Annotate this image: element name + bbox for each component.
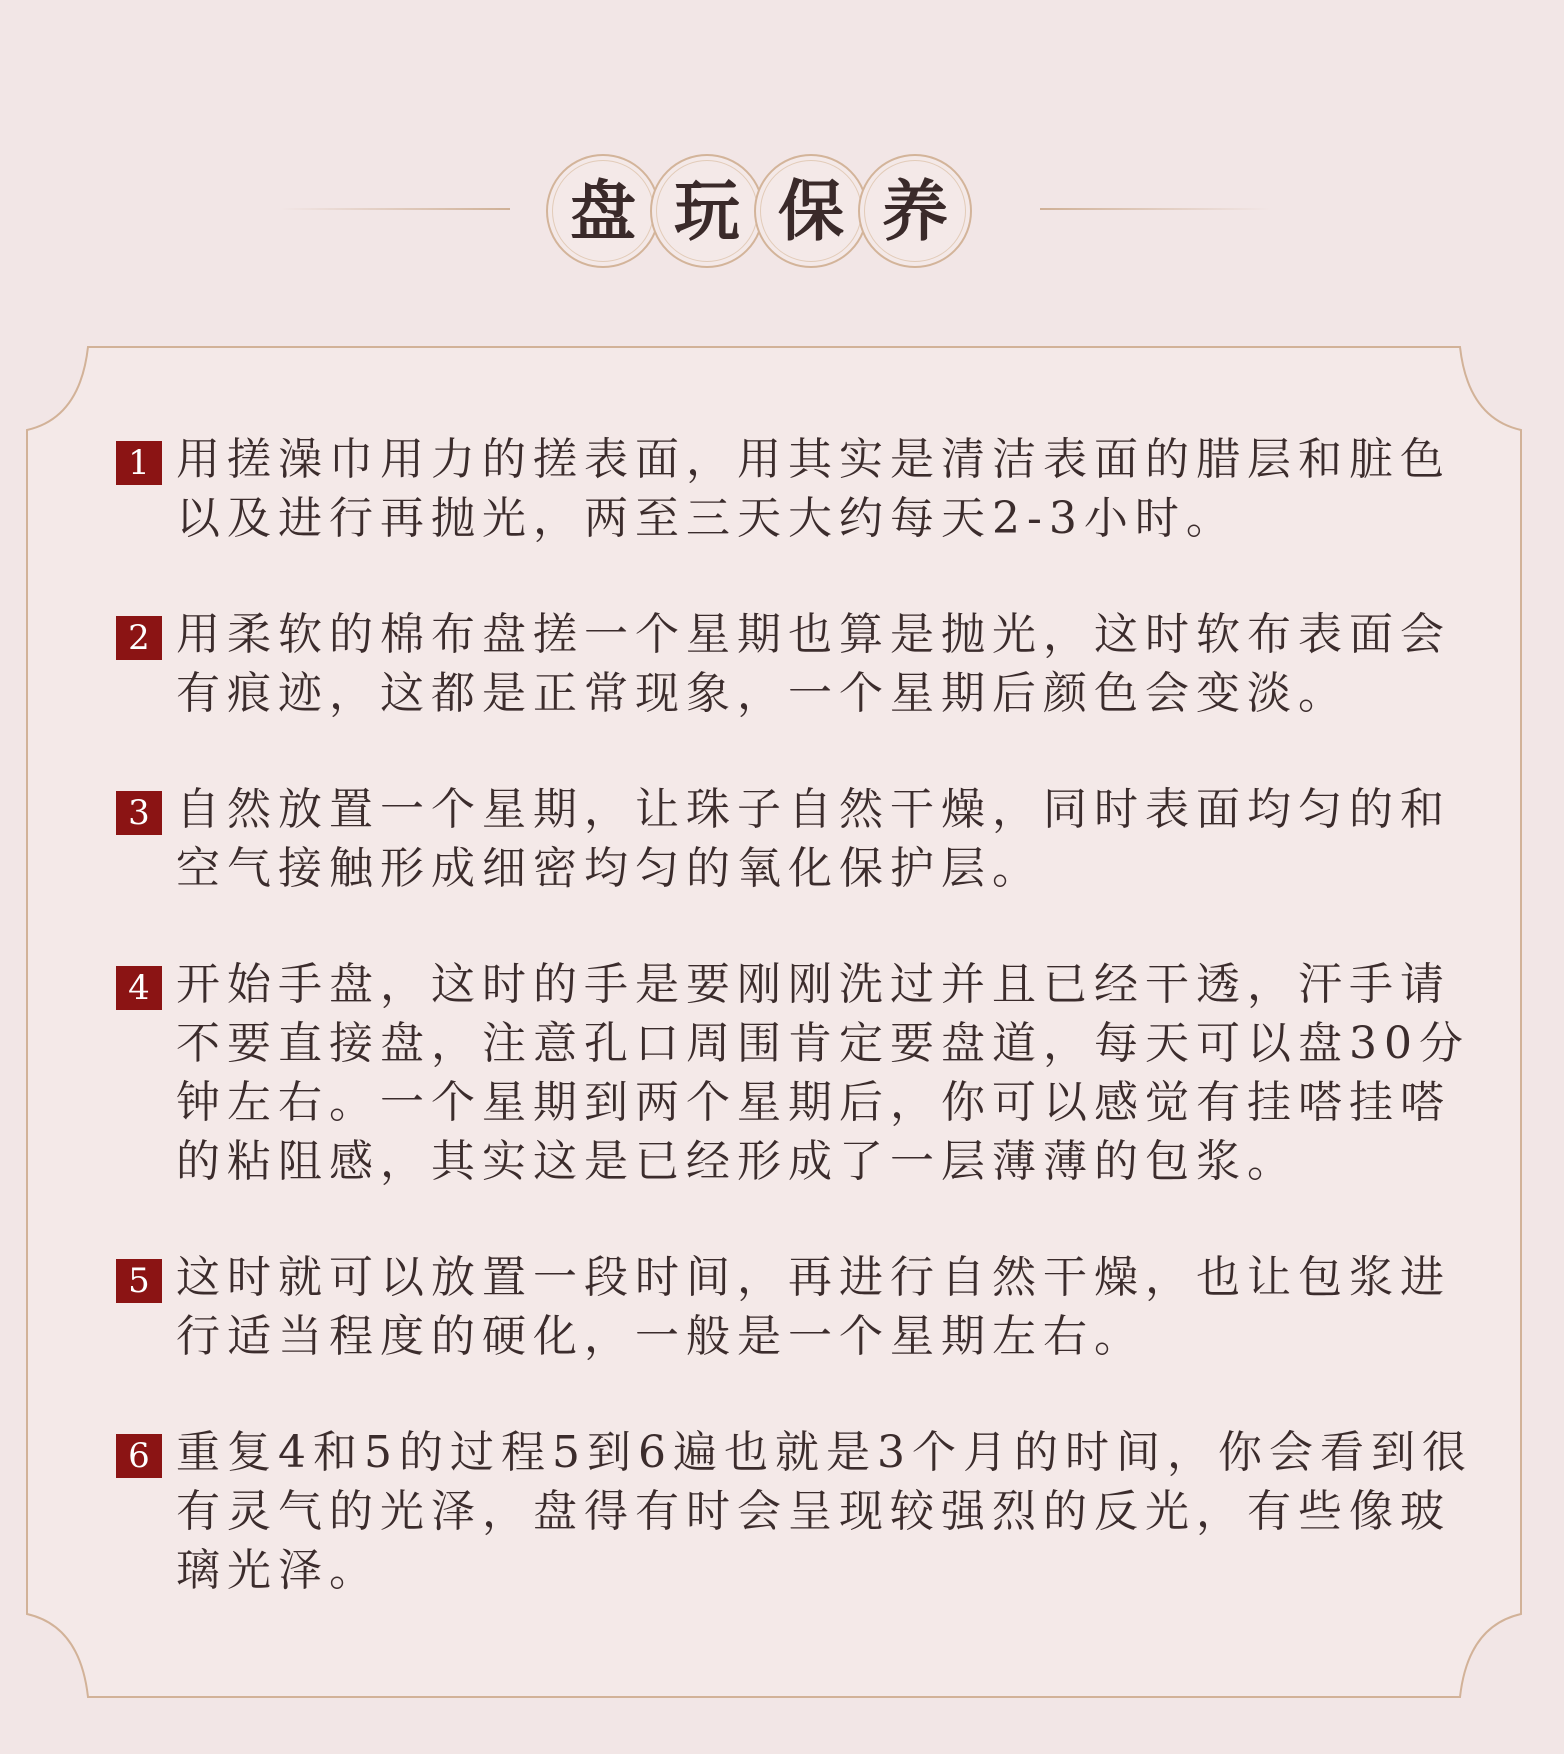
step-text: 开始手盘，这时的手是要刚刚洗过并且已经干透，汗手请不要直接盘，注意孔口周围肯定要盘道，每天可以盘30分钟左右。一个星期到两个星期后，你可以感觉有挂嗒挂嗒的粘阻感，其实这是已经形成了一层薄薄的包浆。	[176, 959, 1470, 1187]
step-text: 用搓澡巾用力的搓表面，用其实是清洁表面的腊层和脏色以及进行再抛光，两至三天大约每天2-3小时。	[176, 434, 1451, 544]
step-text: 重复4和5的过程5到6遍也就是3个月的时间，你会看到很有灵气的光泽，盘得有时会呈现较强烈的反光，有些像玻璃光泽。	[176, 1427, 1473, 1596]
step-item-4	[116, 955, 1476, 1191]
step-number-badge: 1	[116, 441, 162, 485]
step-number-badge: 4	[116, 966, 162, 1010]
title-divider-left	[280, 208, 510, 210]
step-number-badge: 2	[116, 616, 162, 660]
step-number-badge: 3	[116, 791, 162, 835]
step-text: 自然放置一个星期，让珠子自然干燥，同时表面均匀的和空气接触形成细密均匀的氧化保护层。	[176, 784, 1451, 894]
title-circle-4	[858, 154, 972, 268]
title-char-4: 养	[864, 160, 966, 262]
title-divider-right	[1040, 208, 1270, 210]
step-number-badge: 5	[116, 1259, 162, 1303]
step-item-6	[116, 1423, 1476, 1600]
title-char-1: 盘	[552, 160, 654, 262]
step-number-badge: 6	[116, 1434, 162, 1478]
title-char-2: 玩	[656, 160, 758, 262]
title-circle-1	[546, 154, 660, 268]
step-item-3	[116, 780, 1476, 898]
title-circle-2	[650, 154, 764, 268]
title-char-3: 保	[760, 160, 862, 262]
steps-list	[116, 430, 1476, 1657]
step-item-1	[116, 430, 1476, 548]
title-circles	[546, 154, 996, 274]
step-item-2	[116, 605, 1476, 723]
step-text: 这时就可以放置一段时间，再进行自然干燥，也让包浆进行适当程度的硬化，一般是一个星期左右。	[176, 1252, 1451, 1362]
step-item-5	[116, 1248, 1476, 1366]
step-text: 用柔软的棉布盘搓一个星期也算是抛光，这时软布表面会有痕迹，这都是正常现象，一个星期后颜色会变淡。	[176, 609, 1451, 719]
title-circle-3	[754, 154, 868, 268]
section-title	[0, 150, 1564, 280]
